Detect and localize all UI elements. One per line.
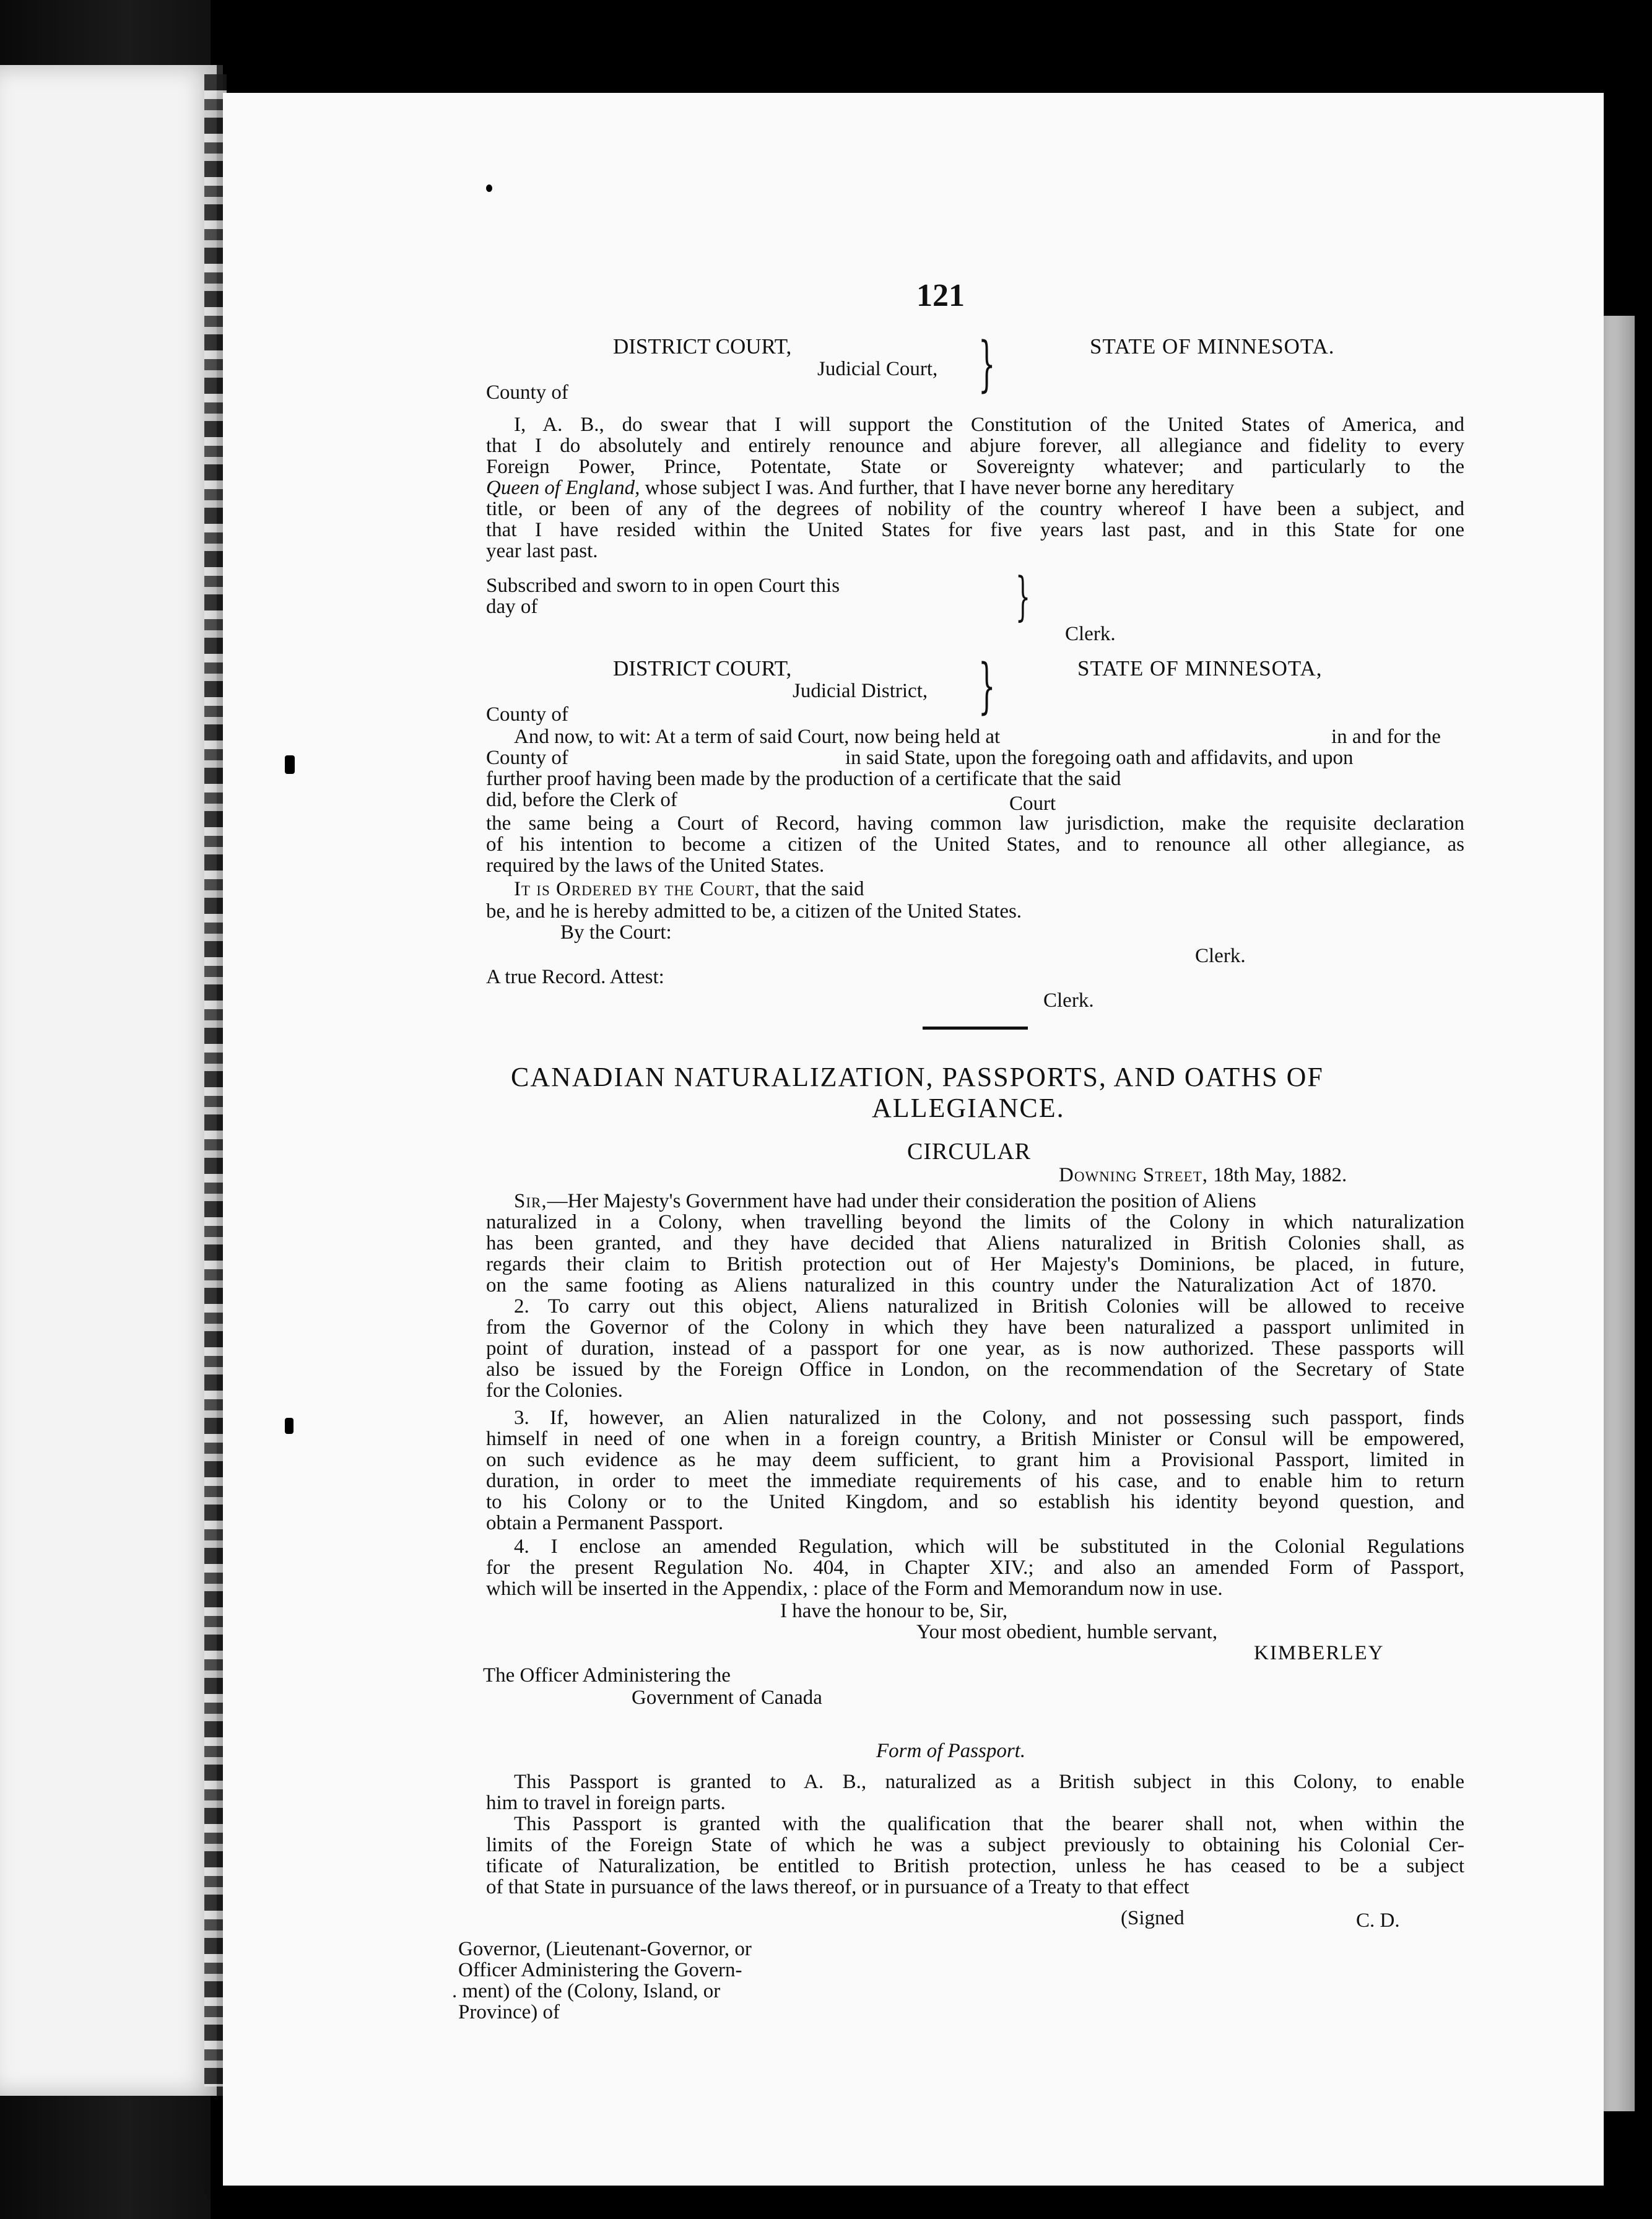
record-county-label: County of bbox=[486, 703, 568, 726]
p3-line-4: duration, in order to meet the immediate requirements of his case, and to enable him to return bbox=[486, 1470, 1464, 1492]
oath-court-label: DISTRICT COURT, bbox=[613, 334, 792, 358]
ink-mark bbox=[285, 755, 295, 774]
addressee-2: Government of Canada bbox=[632, 1687, 822, 1709]
oath-line-5: title, or been of any of the degrees of nobility of the country whereof I have been a subject, and bbox=[486, 498, 1464, 520]
record-clerk-1: Clerk. bbox=[1195, 945, 1246, 967]
queen-of-england: Queen of England, bbox=[486, 477, 640, 499]
heading-line-1: CANADIAN NATURALIZATION, PASSPORTS, AND OATHS OF bbox=[511, 1062, 1324, 1092]
oath-line-4-rest: whose subject I was. And further, that I have never borne any hereditary bbox=[645, 477, 1235, 499]
passport-p2-line-2: limits of the Foreign State of which he was a subject previously to obtaining his Colonial Cer- bbox=[486, 1834, 1464, 1856]
ink-mark bbox=[285, 1418, 293, 1434]
previous-page bbox=[0, 65, 223, 2096]
oath-state-label: STATE OF MINNESOTA. bbox=[1090, 334, 1335, 358]
sir-salutation: Sir, bbox=[514, 1190, 547, 1212]
signed-label: (Signed bbox=[1121, 1907, 1185, 1929]
attest-line: A true Record. Attest: bbox=[486, 966, 664, 988]
oath-clerk: Clerk. bbox=[1065, 623, 1116, 645]
record-line-4b: Court bbox=[1009, 792, 1056, 815]
closing-1: I have the honour to be, Sir, bbox=[780, 1600, 1008, 1622]
by-the-court: By the Court: bbox=[560, 921, 672, 944]
record-line-3: further proof having been made by the production of a certificate that the said bbox=[486, 768, 1121, 790]
record-line-8 bbox=[514, 878, 864, 900]
p1-line-3: has been granted, and they have decided that Aliens naturalized in British Colonies shall, as bbox=[486, 1232, 1464, 1254]
p2-line-5: for the Colonies. bbox=[486, 1379, 623, 1402]
record-line-6: of his intention to become a citizen of the United States, and to renounce all other allegiance, as bbox=[486, 833, 1464, 856]
p4-line-3: which will be inserted in the Appendix, : place of the Form and Memorandum now in use. bbox=[486, 1578, 1223, 1600]
governor-line-3: . ment) of the (Colony, Island, or bbox=[452, 1980, 721, 2002]
record-line-1a: And now, to wit: At a term of said Court, now being held at bbox=[514, 726, 1001, 748]
closing-2: Your most obedient, humble servant, bbox=[916, 1621, 1218, 1643]
oath-line-4 bbox=[486, 477, 1464, 499]
record-state-label: STATE OF MINNESOTA, bbox=[1077, 656, 1323, 680]
ink-mark bbox=[486, 185, 492, 192]
p2-line-4: also be issued by the Foreign Office in London, on the recommendation of the Secretary of State bbox=[486, 1358, 1464, 1381]
p1-line-1-text: —Her Majesty's Government have had under their consideration the position of Aliens bbox=[547, 1190, 1256, 1212]
record-line-9: be, and he is hereby admitted to be, a citizen of the United States. bbox=[486, 900, 1022, 923]
document-page bbox=[223, 93, 1604, 2186]
addressee-1: The Officer Administering the bbox=[483, 1664, 731, 1687]
record-line-5: the same being a Court of Record, having common law jurisdiction, make the requisite declaration bbox=[486, 812, 1464, 835]
p1-line-5: on the same footing as Aliens naturalized in this country under the Naturalization Act of 1870. bbox=[486, 1274, 1437, 1296]
record-brace: } bbox=[978, 651, 996, 721]
dateline-place: Downing Street, bbox=[1059, 1164, 1209, 1186]
p3-line-3: on such evidence as he may deem sufficient, to grant him a Provisional Passport, limited in bbox=[486, 1449, 1464, 1471]
oath-district-line: Judicial Court, bbox=[817, 358, 938, 380]
oath-county-label: County of bbox=[486, 381, 568, 404]
record-line-4a: did, before the Clerk of bbox=[486, 789, 677, 811]
p3-line-1: 3. If, however, an Alien naturalized in the Colony, and not possessing such passport, finds bbox=[514, 1407, 1464, 1429]
p3-line-2: himself in need of one when in a foreign country, a British Minister or Consul will be empowered, bbox=[486, 1428, 1464, 1450]
p4-line-1: 4. I enclose an amended Regulation, which will be substituted in the Colonial Regulations bbox=[514, 1535, 1464, 1558]
passport-p2-line-1: This Passport is granted with the qualification that the bearer shall not, when within the bbox=[514, 1813, 1464, 1835]
record-district-line: Judicial District, bbox=[793, 680, 928, 702]
p2-line-2: from the Governor of the Colony in which they have been naturalized a passport unlimited in bbox=[486, 1316, 1464, 1339]
p4-line-2: for the present Regulation No. 404, in Chapter XIV.; and also an amended Form of Passport, bbox=[486, 1557, 1464, 1579]
day-of-line: day of bbox=[486, 596, 538, 618]
record-line-2a: County of bbox=[486, 747, 568, 769]
passport-p2-line-3: tificate of Naturalization, be entitled to British protection, unless he has ceased to be a subject bbox=[486, 1855, 1464, 1877]
record-clerk-2: Clerk. bbox=[1043, 989, 1094, 1012]
record-line-7: required by the laws of the United States. bbox=[486, 854, 825, 877]
subscribed-brace: } bbox=[1015, 566, 1031, 627]
passport-p2-line-4: of that State in pursuance of the laws thereof, or in pursuance of a Treaty to that effect bbox=[486, 1876, 1189, 1898]
circular-label: CIRCULAR bbox=[907, 1139, 1032, 1165]
ordered-rest: that the said bbox=[765, 878, 864, 900]
p1-line-4: regards their claim to British protection out of Her Majesty's Dominions, be placed, in future, bbox=[486, 1253, 1464, 1275]
oath-brace: } bbox=[978, 329, 996, 399]
oath-line-2: that I do absolutely and entirely renounce and abjure forever, all allegiance and fidelity to every bbox=[486, 435, 1464, 457]
governor-line-1: Governor, (Lieutenant-Governor, or bbox=[458, 1938, 752, 1960]
p3-line-6: obtain a Permanent Passport. bbox=[486, 1512, 724, 1534]
dateline bbox=[1059, 1164, 1347, 1186]
governor-line-4: Province) of bbox=[458, 2001, 560, 2023]
p1-line-2: naturalized in a Colony, when travelling beyond the limits of the Colony in which naturalization bbox=[486, 1211, 1464, 1233]
oath-line-3: Foreign Power, Prince, Potentate, State or Sovereignty whatever; and particularly to the bbox=[486, 456, 1464, 478]
subscribed-line: Subscribed and sworn to in open Court this bbox=[486, 575, 840, 597]
page-number: 121 bbox=[916, 278, 965, 313]
signature-kimberley: KIMBERLEY bbox=[1254, 1642, 1385, 1664]
oath-line-7: year last past. bbox=[486, 540, 598, 562]
heading-line-2: ALLEGIANCE. bbox=[872, 1093, 1065, 1123]
dateline-date: 18th May, 1882. bbox=[1213, 1164, 1347, 1186]
p3-line-5: to his Colony or to the United Kingdom, and so establish his identity beyond question, and bbox=[486, 1491, 1464, 1513]
oath-line-1: I, A. B., do swear that I will support the Constitution of the United States of America, and bbox=[514, 414, 1464, 436]
passport-p1-line-1: This Passport is granted to A. B., naturalized as a British subject in this Colony, to enable bbox=[514, 1771, 1464, 1793]
record-line-1b: in and for the bbox=[1331, 726, 1441, 748]
signer-initials: C. D. bbox=[1356, 1909, 1400, 1932]
p2-line-3: point of duration, instead of a passport for one year, as is now authorized. These passports will bbox=[486, 1337, 1464, 1360]
section-divider bbox=[923, 1027, 1028, 1030]
ordered-by-court: It is Ordered by the Court, bbox=[514, 878, 760, 900]
passport-p1-line-2: him to travel in foreign parts. bbox=[486, 1792, 726, 1814]
p1-line-1 bbox=[514, 1190, 1464, 1212]
governor-line-2: Officer Administering the Govern- bbox=[458, 1959, 742, 1981]
oath-line-6: that I have resided within the United States for five years last past, and in this State for one bbox=[486, 519, 1464, 541]
passport-title: Form of Passport. bbox=[876, 1740, 1026, 1762]
record-line-2b: in said State, upon the foregoing oath and affidavits, and upon bbox=[845, 747, 1354, 769]
p2-line-1: 2. To carry out this object, Aliens naturalized in British Colonies will be allowed to receive bbox=[514, 1295, 1464, 1318]
record-court-label: DISTRICT COURT, bbox=[613, 656, 792, 680]
